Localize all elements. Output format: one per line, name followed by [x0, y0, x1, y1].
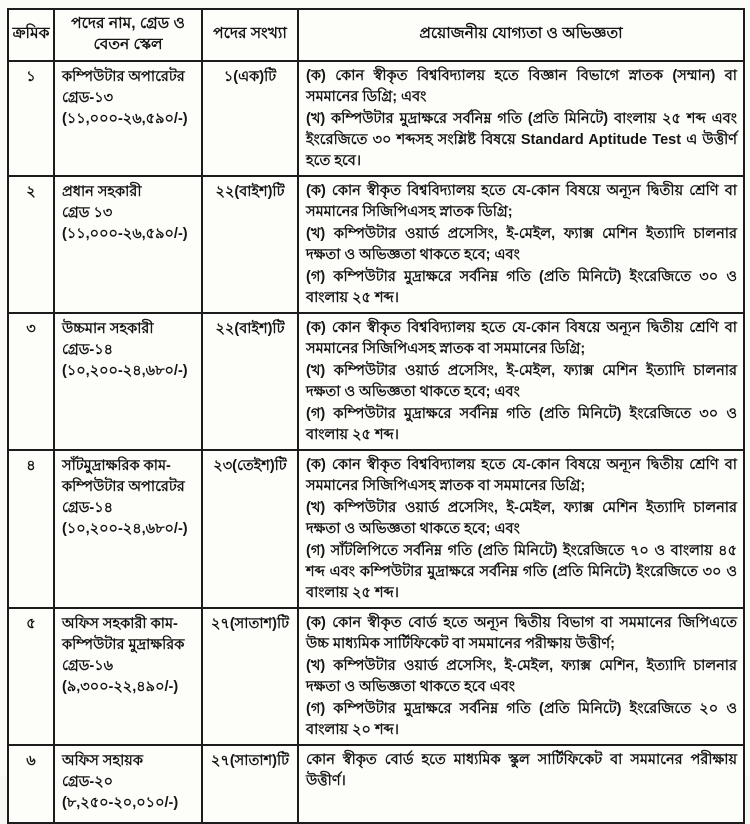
post-cell [54, 176, 202, 313]
table-row [8, 313, 744, 450]
qualification-cell [298, 313, 744, 450]
header-serial: ক্রমিক [8, 9, 54, 61]
serial-cell: ৩ [8, 313, 54, 450]
table-row [8, 745, 744, 823]
post-name: কম্পিউটার অপারেটর [62, 68, 185, 85]
header-count: পদের সংখ্যা [202, 9, 298, 61]
serial-cell: ১ [8, 61, 54, 176]
qualification-item: কোন স্বীকৃত বোর্ড হতে মাধ্যমিক স্কুল সার্টিফিকেট বা সমমানের পরীক্ষায় উত্তীর্ণ। [306, 752, 737, 790]
post-name: অফিস সহকারী কাম-কম্পিউটার মুদ্রাক্ষরিক [62, 616, 185, 654]
qualification-item: (খ) কম্পিউটার ওয়ার্ড প্রসেসিং, ই-মেইল, ফ্যাক্স মেশিন, ইত্যাদি চালনার দক্ষতা ও অভিজ্ঞতা থাকতে হবে এবং [306, 658, 737, 696]
qualification-item: (খ) কম্পিউটার ওয়ার্ড প্রসেসিং, ই-মেইল, ফ্যাক্স মেশিন ইত্যাদি চালনার দক্ষতা ও অভিজ্ঞতা থাকতে হবে; এবং [306, 225, 737, 263]
post-cell [54, 61, 202, 176]
qualification-cell [298, 176, 744, 313]
recruitment-table [7, 8, 745, 824]
qualification-cell [298, 61, 744, 176]
count-cell: ২৭(সাতাশ)টি [202, 745, 298, 823]
post-name: উচ্চমান সহকারী [62, 321, 154, 338]
header-row [8, 9, 744, 61]
post-pay-scale: (১০,২০০-২৪,৬৮০/-) [62, 363, 188, 380]
post-grade: গ্রেড-২০ [62, 774, 114, 791]
table-row [8, 450, 744, 608]
post-grade: গ্রেড-১৪ [62, 500, 114, 517]
table-row [8, 176, 744, 313]
post-pay-scale: (১১,০০০-২৬,৫৯০/-) [62, 225, 188, 242]
header-qualification: প্রয়োজনীয় যোগ্যতা ও অভিজ্ঞতা [298, 9, 744, 61]
post-name: অফিস সহায়ক [62, 753, 143, 770]
post-grade: গ্রেড-১৬ [62, 658, 114, 675]
qualification-item: (ক) কোন স্বীকৃত বিশ্ববিদ্যালয় হতে যে-কোন বিষয়ে অন্যূন দ্বিতীয় শ্রেণি বা সমমানের সিজিপিএসহ স্নাতক বা সমমানের ডিগ্রি; [306, 320, 737, 358]
count-cell: ২২(বাইশ)টি [202, 313, 298, 450]
post-cell [54, 745, 202, 823]
post-pay-scale: (১১,০০০-২৬,৫৯০/-) [62, 110, 188, 127]
post-pay-scale: (১০,২০০-২৪,৬৮০/-) [62, 521, 188, 538]
qualification-item: (গ) সাঁটলিপিতে সর্বনিম্ন গতি (প্রতি মিনিটে) ইংরেজিতে ৭০ ও বাংলায় ৪৫ শব্দ এবং কম্পিউটার মুদ্রাক্ষরে সর্বনিম্ন গতি (প্রতি মিনিটে) ইংরেজিতে ৩০ ও বাংলায় ২৫ শব্দ। [306, 543, 737, 602]
serial-cell: ৪ [8, 450, 54, 608]
qualification-cell [298, 450, 744, 608]
qualification-item: (ক) কোন স্বীকৃত বিশ্ববিদ্যালয় হতে বিজ্ঞান বিভাগে স্নাতক (সম্মান) বা সমমানের ডিগ্রি; এবং [306, 67, 737, 105]
count-cell: ২৭(সাতাশ)টি [202, 608, 298, 745]
qualification-item: (ক) কোন স্বীকৃত বোর্ড হতে অন্যূন দ্বিতীয় বিভাগ বা সমমানের জিপিএতে উচ্চ মাধ্যমিক সার্টিফিকেট বা সমমানের পরীক্ষায় উত্তীর্ণ; [306, 615, 737, 653]
qualification-item: (ক) কোন স্বীকৃত বিশ্ববিদ্যালয় হতে যে-কোন বিষয়ে অন্যূন দ্বিতীয় শ্রেণি বা সমমানের সিজিপিএসহ স্নাতক বা সমমানের ডিগ্রি; [306, 457, 737, 495]
table-row [8, 608, 744, 745]
serial-cell: ৫ [8, 608, 54, 745]
qualification-item: (গ) কম্পিউটার মুদ্রাক্ষরে সর্বনিম্ন গতি (প্রতি মিনিটে) ইংরেজিতে ২০ ও বাংলায় ২০ শব্দ। [306, 701, 737, 739]
qualification-cell [298, 745, 744, 823]
post-pay-scale: (৮,২৫০-২০,০১০/-) [62, 795, 179, 812]
post-grade: গ্রেড ১৩ [62, 204, 113, 221]
qualification-item: (খ) কম্পিউটার মুদ্রাক্ষরে সর্বনিম্ন গতি (প্রতি মিনিটে) বাংলায় ২৫ শব্দ এবং ইংরেজিতে ৩০ শব্দসহ সংশ্লিষ্ট বিষয়ে Standard Aptitude Test এ উত্তীর্ণ হতে হবে। [306, 110, 737, 169]
qualification-item: (খ) কম্পিউটার ওয়ার্ড প্রসেসিং, ই-মেইল, ফ্যাক্স মেশিন ইত্যাদি চালনার দক্ষতা ও অভিজ্ঞতা থাকতে হবে; এবং [306, 363, 737, 401]
count-cell: ২২(বাইশ)টি [202, 176, 298, 313]
count-cell: ১(এক)টি [202, 61, 298, 176]
serial-cell: ৬ [8, 745, 54, 823]
qualification-item: (খ) কম্পিউটার ওয়ার্ড প্রসেসিং, ই-মেইল, ফ্যাক্স মেশিন ইত্যাদি চালনার দক্ষতা ও অভিজ্ঞতা থাকতে হবে; এবং [306, 500, 737, 538]
qualification-item: (গ) কম্পিউটার মুদ্রাক্ষরে সর্বনিম্ন গতি (প্রতি মিনিটে) ইংরেজিতে ৩০ ও বাংলায় ২৫ শব্দ। [306, 406, 737, 444]
qualification-cell [298, 608, 744, 745]
post-name: সাঁটমুদ্রাক্ষরিক কাম-কম্পিউটার অপারেটর [62, 458, 185, 496]
post-cell [54, 450, 202, 608]
qualification-item: (ক) কোন স্বীকৃত বিশ্ববিদ্যালয় হতে যে-কোন বিষয়ে অন্যূন দ্বিতীয় শ্রেণি বা সমমানের সিজিপিএসহ স্নাতক ডিগ্রি; [306, 182, 737, 220]
table-row [8, 61, 744, 176]
header-post: পদের নাম, গ্রেড ও বেতন স্কেল [54, 9, 202, 61]
qualification-item: (গ) কম্পিউটার মুদ্রাক্ষরে সর্বনিম্ন গতি (প্রতি মিনিটে) ইংরেজিতে ৩০ ও বাংলায় ২৫ শব্দ। [306, 268, 737, 306]
post-cell [54, 313, 202, 450]
count-cell: ২৩(তেইশ)টি [202, 450, 298, 608]
post-grade: গ্রেড-১৪ [62, 342, 114, 359]
post-pay-scale: (৯,৩০০-২২,৪৯০/-) [62, 679, 179, 696]
post-name: প্রধান সহকারী [62, 183, 142, 200]
serial-cell: ২ [8, 176, 54, 313]
post-grade: গ্রেড-১৩ [62, 89, 114, 106]
post-cell [54, 608, 202, 745]
